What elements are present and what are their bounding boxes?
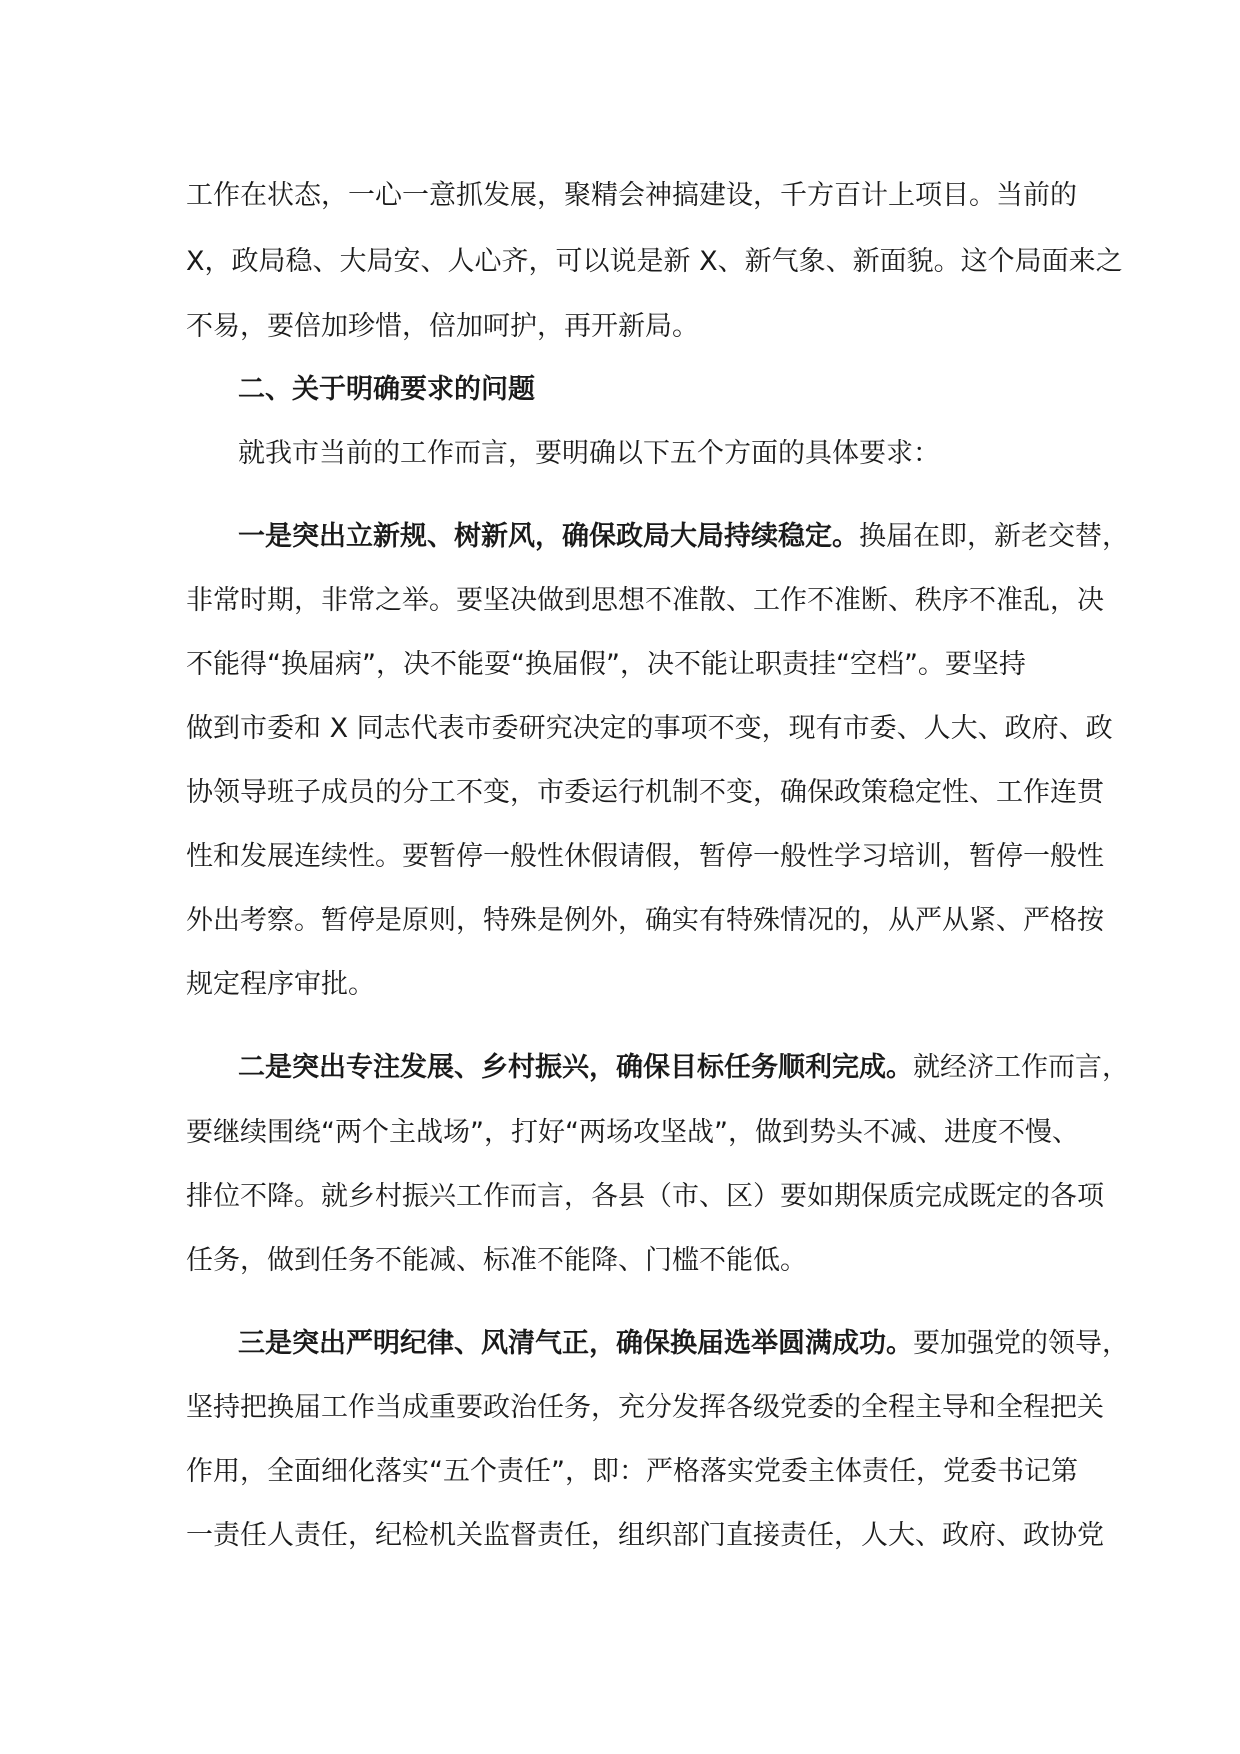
- paragraph-first-line: [238, 1326, 1129, 1362]
- paragraph-first-line: [238, 1050, 1129, 1086]
- paragraph-lead-heading: 一是突出立新规、树新风，确保政局大局持续稳定。: [238, 521, 859, 552]
- section-heading: 二、关于明确要求的问题: [238, 374, 535, 405]
- paragraph-lead-text: 要加强党的领导，: [913, 1328, 1129, 1359]
- text-line: 作用，全面细化落实“五个责任”，即：严格落实党委主体责任，党委书记第: [186, 1456, 1078, 1487]
- text-line: 做到市委和 X 同志代表市委研究决定的事项不变，现有市委、人大、政府、政: [186, 713, 1113, 744]
- paragraph-first-line: [238, 519, 1129, 555]
- text-line: 外出考察。暂停是原则，特殊是例外，确实有特殊情况的，从严从紧、严格按: [186, 905, 1104, 936]
- paragraph-lead-text: 换届在即，新老交替，: [859, 521, 1129, 552]
- text-line: 性和发展连续性。要暂停一般性休假请假，暂停一般性学习培训，暂停一般性: [186, 841, 1104, 872]
- paragraph-lead-heading: 三是突出严明纪律、风清气正，确保换届选举圆满成功。: [238, 1328, 913, 1359]
- text-line: 工作在状态，一心一意抓发展，聚精会神搞建设，千方百计上项目。当前的: [186, 180, 1077, 211]
- text-line: 要继续围绕“两个主战场”，打好“两场攻坚战”，做到势头不减、进度不慢、: [186, 1117, 1079, 1148]
- paragraph-lead-text: 就经济工作而言，: [913, 1052, 1129, 1083]
- text-line: 协领导班子成员的分工不变，市委运行机制不变，确保政策稳定性、工作连贯: [186, 777, 1104, 808]
- paragraph-lead-heading: 二是突出专注发展、乡村振兴，确保目标任务顺利完成。: [238, 1052, 913, 1083]
- text-line: 坚持把换届工作当成重要政治任务，充分发挥各级党委的全程主导和全程把关: [186, 1392, 1104, 1423]
- text-line: 非常时期，非常之举。要坚决做到思想不准散、工作不准断、秩序不准乱，决: [186, 585, 1104, 616]
- intro-paragraph: 就我市当前的工作而言，要明确以下五个方面的具体要求：: [238, 438, 940, 469]
- text-line: 一责任人责任，纪检机关监督责任，组织部门直接责任，人大、政府、政协党: [186, 1520, 1104, 1551]
- text-line: 不易，要倍加珍惜，倍加呵护，再开新局。: [186, 311, 699, 342]
- text-line: 任务，做到任务不能减、标准不能降、门槛不能低。: [186, 1245, 807, 1276]
- text-line: 规定程序审批。: [186, 969, 375, 1000]
- text-line: X，政局稳、大局安、人心齐，可以说是新 X、新气象、新面貌。这个局面来之: [186, 246, 1123, 277]
- text-line: 排位不降。就乡村振兴工作而言，各县（市、区）要如期保质完成既定的各项: [186, 1181, 1104, 1212]
- text-line: 不能得“换届病”，决不能耍“换届假”，决不能让职责挂“空档”。要坚持: [186, 649, 1026, 680]
